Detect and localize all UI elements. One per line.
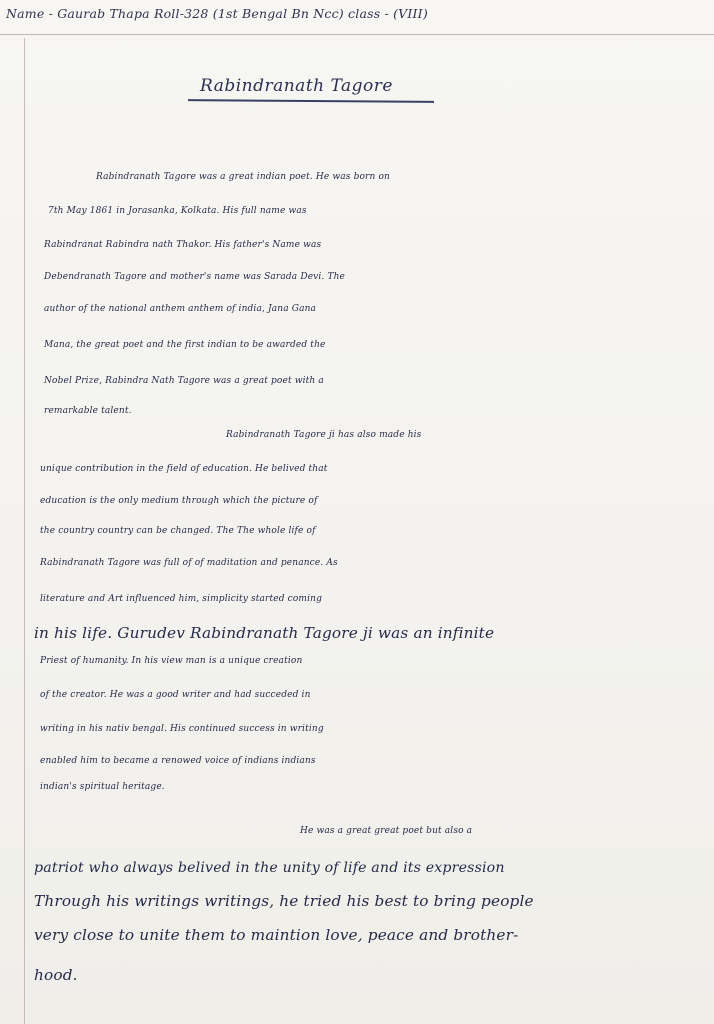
paragraph-1-line: Rabindranat Rabindra nath Thakor. His father's Name was bbox=[44, 240, 322, 250]
paragraph-3-line: very close to unite them to maintion love, peace and brother- bbox=[34, 926, 519, 944]
paragraph-2-line: enabled him to became a renowed voice of indians indians bbox=[40, 756, 316, 766]
student-header: Name - Gaurab Thapa Roll-328 (1st Bengal Bn Ncc) class - (VIII) bbox=[6, 6, 428, 21]
paragraph-1-line: Nobel Prize, Rabindra Nath Tagore was a great poet with a bbox=[44, 376, 324, 386]
paragraph-3-line: patriot who always belived in the unity of life and its expression bbox=[34, 860, 505, 876]
paragraph-2-line: unique contribution in the field of education. He belived that bbox=[40, 464, 328, 474]
paragraph-2-line: writing in his nativ bengal. His continued success in writing bbox=[40, 724, 324, 734]
paragraph-2-line: indian's spiritual heritage. bbox=[40, 782, 165, 792]
paragraph-3-line: He was a great great poet but also a bbox=[300, 826, 473, 836]
paragraph-2-line: of the creator. He was a good writer and had succeded in bbox=[40, 690, 311, 700]
paragraph-2-line: Priest of humanity. In his view man is a unique creation bbox=[40, 656, 303, 666]
essay-title: Rabindranath Tagore bbox=[200, 76, 393, 96]
paragraph-1-line: remarkable talent. bbox=[44, 406, 132, 416]
title-underline bbox=[188, 99, 434, 102]
paragraph-3-line: hood. bbox=[34, 966, 78, 984]
margin-line bbox=[24, 38, 25, 1024]
paragraph-2-line: Rabindranath Tagore was full of of maditation and penance. As bbox=[40, 558, 338, 568]
header-rule bbox=[0, 34, 714, 35]
paragraph-3-line: Through his writings writings, he tried his best to bring people bbox=[34, 892, 534, 910]
paragraph-1-line: Mana, the great poet and the first indian to be awarded the bbox=[44, 340, 326, 350]
paragraph-2-line: education is the only medium through which the picture of bbox=[40, 496, 318, 506]
paragraph-2-line: the country country can be changed. The The whole life of bbox=[40, 526, 316, 536]
paragraph-1-line: 7th May 1861 in Jorasanka, Kolkata. His full name was bbox=[48, 206, 307, 216]
paragraph-2-line: Rabindranath Tagore ji has also made his bbox=[226, 430, 422, 440]
paragraph-1-line: author of the national anthem anthem of india, Jana Gana bbox=[44, 304, 317, 314]
paragraph-1-line: Rabindranath Tagore was a great indian poet. He was born on bbox=[96, 172, 390, 182]
paragraph-2-line: literature and Art influenced him, simplicity started coming bbox=[40, 594, 322, 604]
paragraph-2-line: in his life. Gurudev Rabindranath Tagore ji was an infinite bbox=[34, 624, 495, 642]
paragraph-1-line: Debendranath Tagore and mother's name was Sarada Devi. The bbox=[44, 272, 346, 282]
